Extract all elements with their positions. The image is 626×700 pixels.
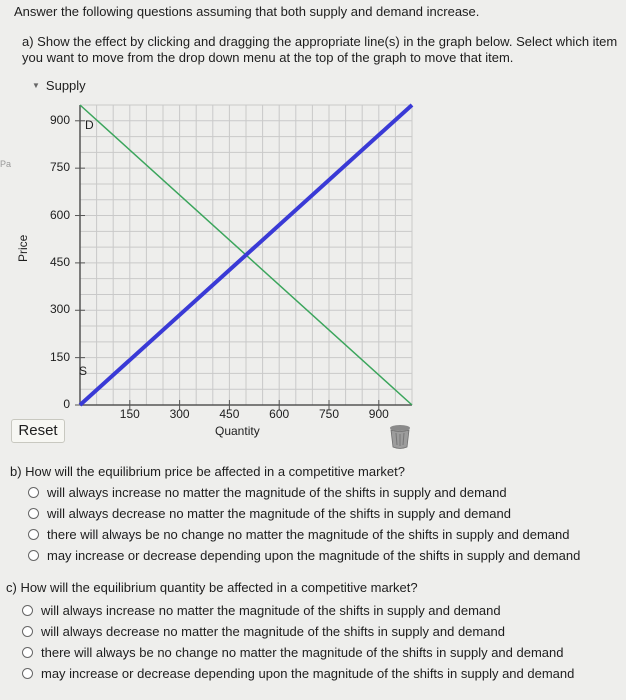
x-tick-label: 750 [318,407,340,421]
answer-option-label: will always decrease no matter the magnitude of the shifts in supply and demand [41,624,505,639]
x-tick-label: 150 [119,407,140,421]
part-b-question: b) How will the equilibrium price be affected in a competitive market? [10,464,405,479]
y-axis-label: Price [16,234,30,262]
answer-option[interactable] [22,603,501,618]
answer-option[interactable] [22,666,574,681]
radio-button[interactable] [28,487,39,498]
x-tick-label: 600 [269,407,290,421]
answer-option[interactable] [28,548,580,563]
radio-button[interactable] [22,626,33,637]
answer-option-label: will always increase no matter the magnitude of the shifts in supply and demand [47,485,507,500]
y-tick-label: 450 [49,254,70,269]
x-tick-label: 450 [219,407,240,421]
answer-option-label: may increase or decrease depending upon the magnitude of the shifts in supply and demand [47,548,581,563]
answer-option[interactable] [28,485,507,500]
answer-option-label: there will always be no change no matter the magnitude of the shifts in supply and demand [47,527,570,542]
radio-button[interactable] [22,647,33,658]
x-tick-label: 900 [368,407,389,421]
answer-option[interactable] [28,506,511,521]
radio-button[interactable] [22,668,33,679]
reset-button[interactable]: Reset [11,419,65,443]
answer-option[interactable] [22,624,505,639]
y-tick-label: 300 [49,302,70,317]
answer-option[interactable] [22,645,563,660]
radio-button[interactable] [22,605,33,616]
x-axis-label: Quantity [215,424,260,438]
answer-option-label: will always decrease no matter the magnitude of the shifts in supply and demand [47,506,511,521]
answer-option-label: may increase or decrease depending upon the magnitude of the shifts in supply and demand [41,666,575,681]
y-tick-label: 900 [49,112,70,127]
demand-label: D [85,118,94,132]
answer-option-label: there will always be no change no matter the magnitude of the shifts in supply and demand [41,645,564,660]
radio-button[interactable] [28,508,39,519]
dropdown-arrow-icon: ▼ [32,81,40,90]
radio-button[interactable] [28,550,39,561]
y-tick-label: 750 [49,160,70,175]
trash-icon[interactable] [388,423,412,449]
answer-option-label: will always increase no matter the magnitude of the shifts in supply and demand [41,603,501,618]
radio-button[interactable] [28,529,39,540]
y-tick-label: 600 [49,207,70,222]
left-edge-label: Pa [0,159,12,169]
answer-option[interactable] [28,527,569,542]
dropdown-selected-label: Supply [45,78,86,93]
intro-text: Answer the following questions assuming that both supply and demand increase. [14,4,480,19]
x-tick-label: 300 [169,407,190,421]
y-tick-label: 0 [63,397,70,411]
supply-label: S [79,364,88,378]
part-c-question: c) How will the equilibrium quantity be affected in a competitive market? [6,580,418,595]
y-tick-label: 150 [49,349,70,364]
part-a-text: a) Show the effect by clicking and dragging the appropriate line(s) in the graph below. Select which item you want to move from the drop down menu at the top of the graph to move that item. [22,34,618,65]
